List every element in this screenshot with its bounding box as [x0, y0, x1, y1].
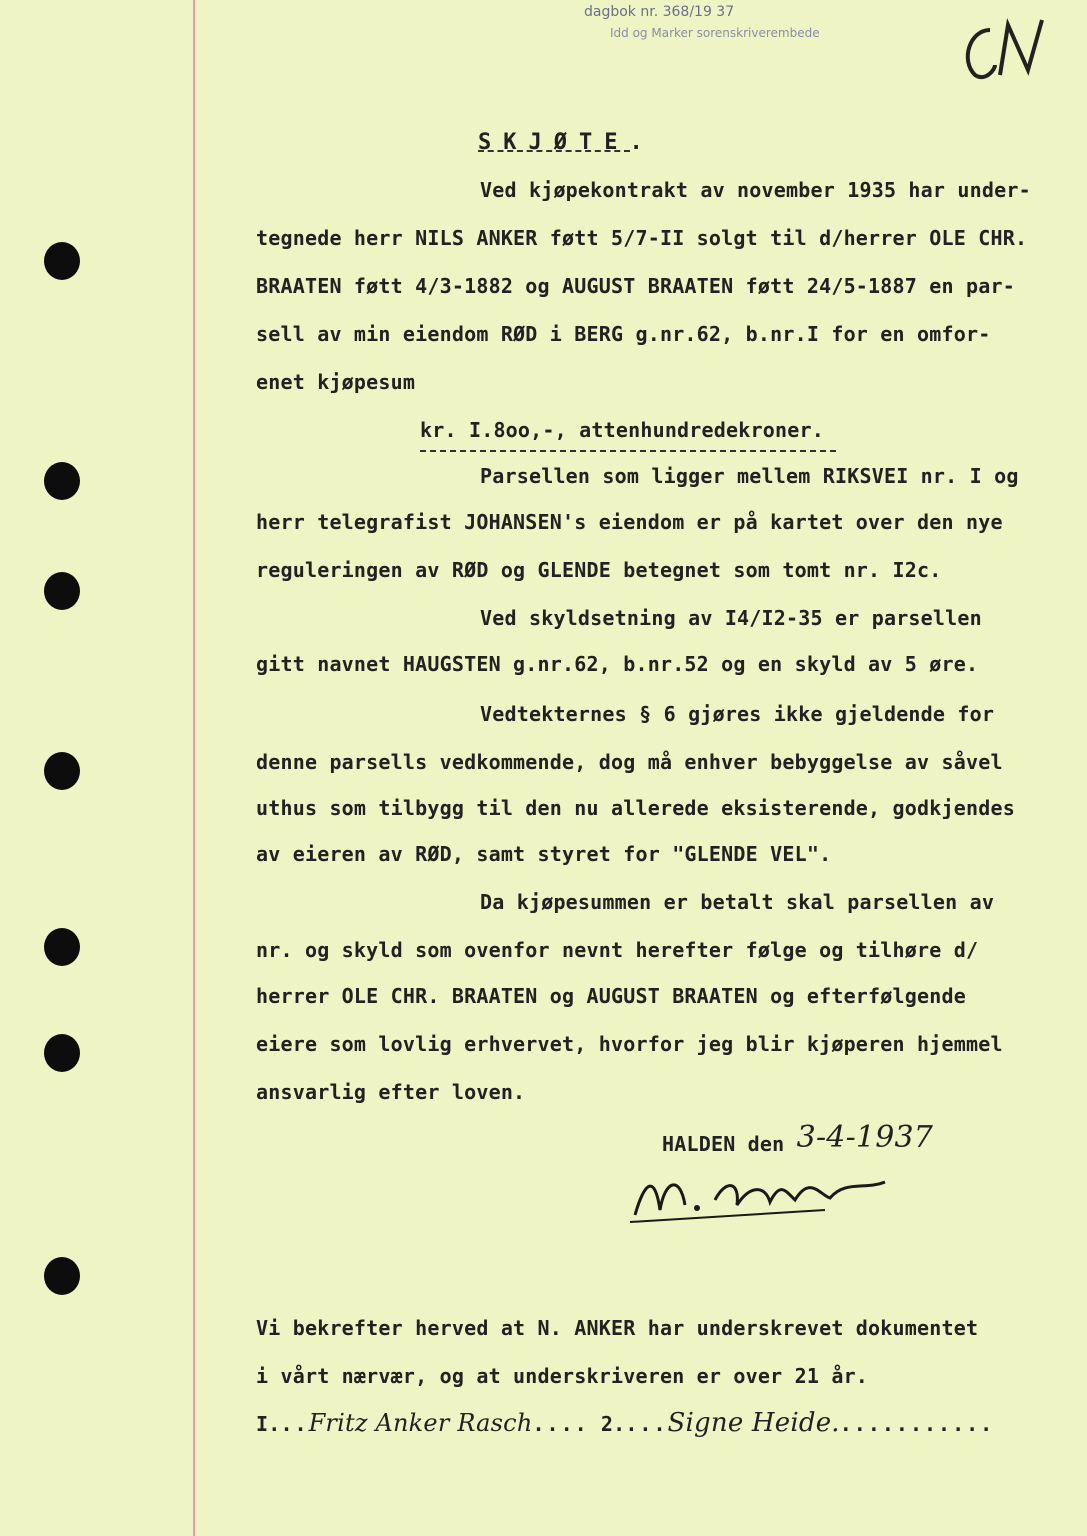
place-date-line [662, 1120, 934, 1159]
punch-hole-icon [44, 462, 80, 500]
initials-mark [950, 10, 1060, 90]
witness1-signature: Fritz Anker Rasch [308, 1409, 533, 1437]
witness-statement: Vi bekrefter herved at N. ANKER har underskrevet dokumentet [256, 1316, 979, 1340]
body-line: Vedtekternes § 6 gjøres ikke gjeldende for [480, 702, 995, 726]
punch-hole-icon [44, 1034, 80, 1072]
body-line: sell av min eiendom RØD i BERG g.nr.62, b.nr.I for en omfor- [256, 322, 991, 346]
body-line: Parsellen som ligger mellem RIKSVEI nr. I og [480, 464, 1019, 488]
body-line: nr. og skyld som ovenfor nevnt herefter følge og tilhøre d/ [256, 938, 979, 962]
body-line: Ved skyldsetning av I4/I2-35 er parsellen [480, 606, 982, 630]
body-line: gitt navnet HAUGSTEN g.nr.62, b.nr.52 og en skyld av 5 øre. [256, 652, 979, 676]
witness2-number: 2. [600, 1412, 626, 1436]
document-title: SKJØTE. [478, 130, 655, 155]
body-line: ansvarlig efter loven. [256, 1080, 526, 1104]
witness1-number: I. [256, 1412, 281, 1436]
body-line: BRAATEN føtt 4/3-1882 og AUGUST BRAATEN føtt 24/5-1887 en par- [256, 274, 1015, 298]
body-line: Da kjøpesummen er betalt skal parsellen av [480, 890, 995, 914]
body-line: herrer OLE CHR. BRAATEN og AUGUST BRAATEN og efterfølgende [256, 984, 966, 1008]
body-line: enet kjøpesum [256, 370, 416, 394]
registry-stamp-office: Idd og Marker sorenskriverembede [610, 26, 820, 40]
punch-hole-icon [44, 928, 80, 966]
signature [625, 1160, 905, 1230]
body-line: reguleringen av RØD og GLENDE betegnet som tomt nr. I2c. [256, 558, 942, 582]
witness-statement: i vårt nærvær, og at underskriveren er over 21 år. [256, 1364, 869, 1388]
body-line: uthus som tilbygg til den nu allerede eksisterende, godkjendes [256, 796, 1015, 820]
body-line: eiere som lovlig erhvervet, hvorfor jeg blir kjøperen hjemmel [256, 1032, 1003, 1056]
body-line: herr telegrafist JOHANSEN's eiendom er på kartet over den nye [256, 510, 1003, 534]
body-line: tegnede herr NILS ANKER føtt 5/7-II solgt til d/herrer OLE CHR. [256, 226, 1028, 250]
punch-hole-icon [44, 752, 80, 790]
witness2-signature: Signe Heide. [667, 1408, 840, 1438]
registry-stamp: dagbok nr. 368/19 37 [584, 4, 735, 20]
margin-line [193, 0, 195, 1536]
purchase-sum: kr. I.8oo,-, attenhundredekroner. [420, 418, 824, 442]
place-date-prefix: HALDEN den [662, 1132, 785, 1156]
title-underline [478, 150, 630, 152]
witness-line: I...Fritz Anker Rasch.... 2....Signe Heide............ [256, 1408, 995, 1438]
body-line: Ved kjøpekontrakt av november 1935 har under- [480, 178, 1031, 202]
punch-hole-icon [44, 242, 80, 280]
body-line: denne parsells vedkommende, dog må enhver bebyggelse av såvel [256, 750, 1003, 774]
punch-hole-icon [44, 572, 80, 610]
sum-underline [420, 450, 836, 452]
body-line: av eieren av RØD, samt styret for "GLENDE VEL". [256, 842, 832, 866]
handwritten-date: 3-4-1937 [796, 1120, 934, 1155]
punch-hole-icon [44, 1257, 80, 1295]
